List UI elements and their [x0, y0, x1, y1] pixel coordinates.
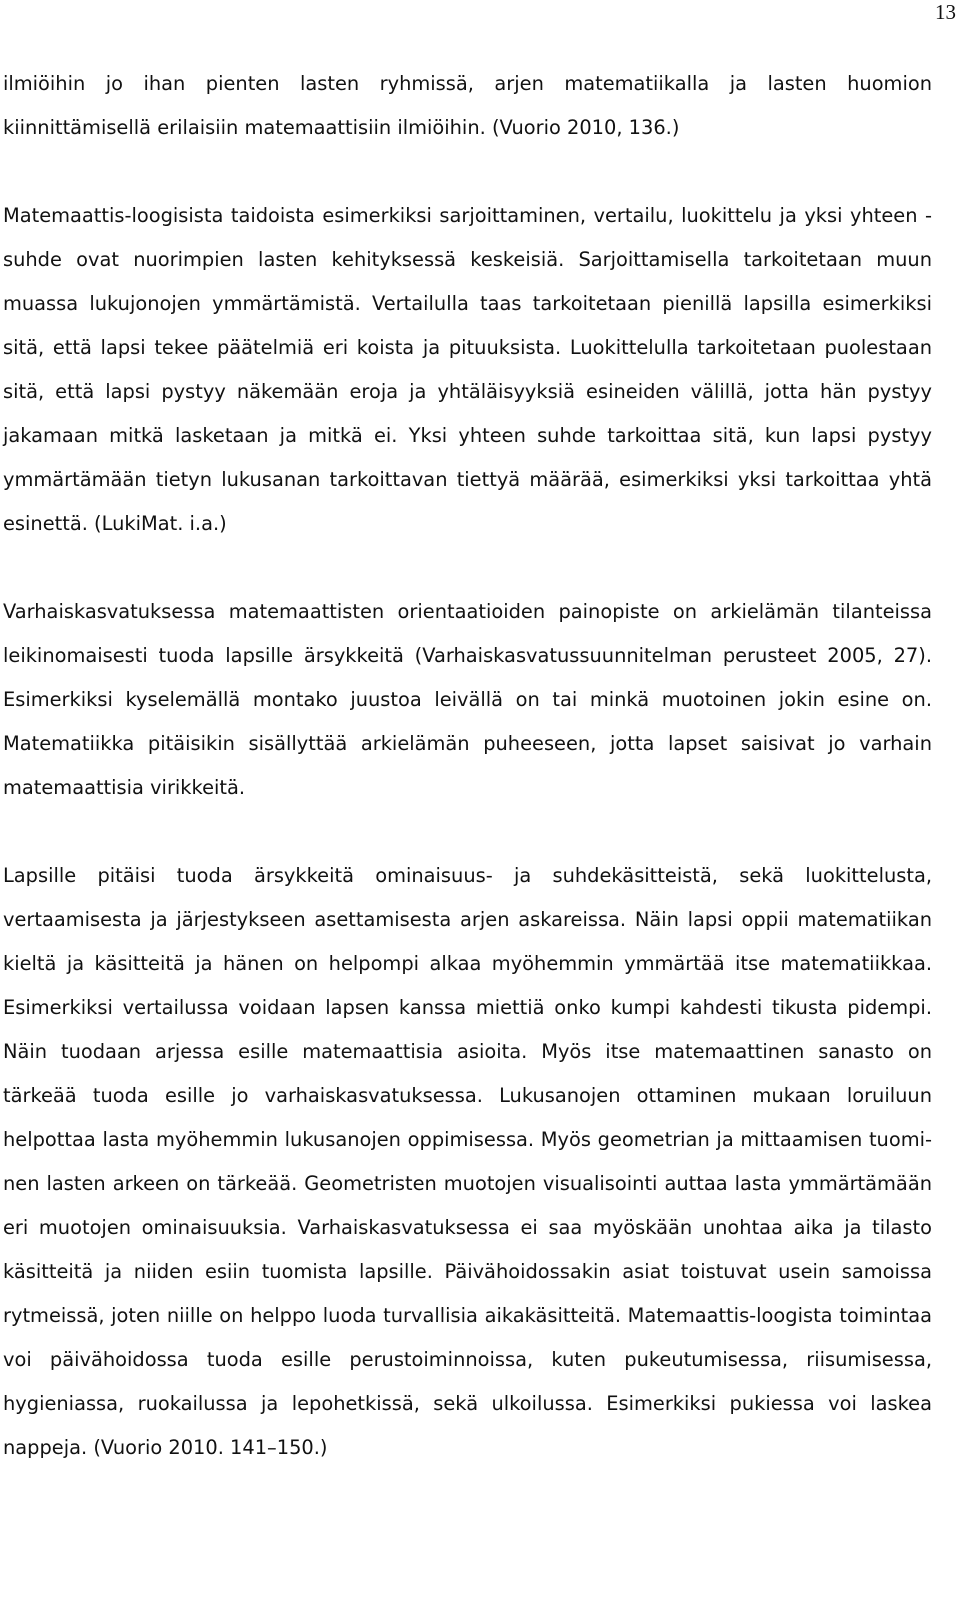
paragraph: Varhaiskasvatuksessa matemaattisten orientaatioiden painopiste on arkielämän tilanteissa leikinomaisesti tuoda lapsille ärsykkeitä (Varhaiskasvatussuunnitelman perusteet 2005, 27). Esimerkiksi kyselemällä montako juustoa leivällä on tai minkä muotoinen jokin esine on. Matematiikka pitäisikin sisällyttää arkielämän puheeseen, jotta lapset saisivat jo varhain matemaattisia virikkeitä.: [3, 600, 932, 799]
document-body: [3, 62, 932, 1470]
paragraph: Lapsille pitäisi tuoda ärsykkeitä ominaisuus- ja suhdekäsitteistä, sekä luokittelusta, vertaamisesta ja järjestykseen asettamisesta arjen askareissa. Näin lapsi oppii matematiikan kieltä ja käsitteitä ja hänen on helpompi alkaa myöhemmin ymmärtää itse matematiikkaa. Esimerkiksi vertailussa voidaan lapsen kanssa miettiä onko kumpi kahdesti tikusta pidempi. Näin tuodaan arjessa esille matemaattisia asioita. Myös itse matemaattinen sanasto on tärkeää tuoda esille jo varhaiskasvatuksessa. Lukusanojen ottaminen mukaan loruiluun helpottaa lasta myöhemmin lukusanojen oppimisessa. Myös geometrian ja mittaamisen tuominen lasten arkeen on tärkeää. Geometristen muotojen visualisointi auttaa lasta ymmärtämään eri muotojen ominaisuuksia. Varhaiskasvatuksessa ei saa myöskään unohtaa aika ja tilasto käsitteitä ja niiden esiin tuomista lapsille. Päivähoidossakin asiat toistuvat usein samoissa rytmeissä, joten niille on helppo luoda turvallisia aikakäsitteitä. Matemaattis-loogista toimintaa voi päivähoidossa tuoda esille perustoiminnoissa, kuten pukeutumisessa, riisumisessa, hygieniassa, ruokailussa ja lepohetkissä, sekä ulkoilussa. Esimerkiksi pukiessa voi laskea nappeja. (Vuorio 2010. 141–150.): [3, 864, 932, 1459]
paragraph: ilmiöihin jo ihan pienten lasten ryhmissä, arjen matematiikalla ja lasten huomion kiinnittämisellä erilaisiin matemaattisiin ilmiöihin. (Vuorio 2010, 136.): [3, 72, 932, 139]
page-number: 13: [935, 0, 956, 24]
paragraph: Matemaattis-loogisista taidoista esimerkiksi sarjoittaminen, vertailu, luokittelu ja yksi yhteen -suhde ovat nuorimpien lasten kehityksessä keskeisiä. Sarjoittamisella tarkoitetaan muun muassa lukujonojen ymmärtämistä. Vertailulla taas tarkoitetaan pienillä lapsilla esimerkiksi sitä, että lapsi tekee päätelmiä eri koista ja pituuksista. Luokittelulla tarkoitetaan puolestaan sitä, että lapsi pystyy näkemään eroja ja yhtäläisyyksiä esineiden välillä, jotta hän pystyy jakamaan mitkä lasketaan ja mitkä ei. Yksi yhteen suhde tarkoittaa sitä, kun lapsi pystyy ymmärtämään tietyn lukusanan tarkoittavan tiettyä määrää, esimerkiksi yksi tarkoittaa yhtä esinettä. (LukiMat. i.a.): [3, 204, 932, 535]
